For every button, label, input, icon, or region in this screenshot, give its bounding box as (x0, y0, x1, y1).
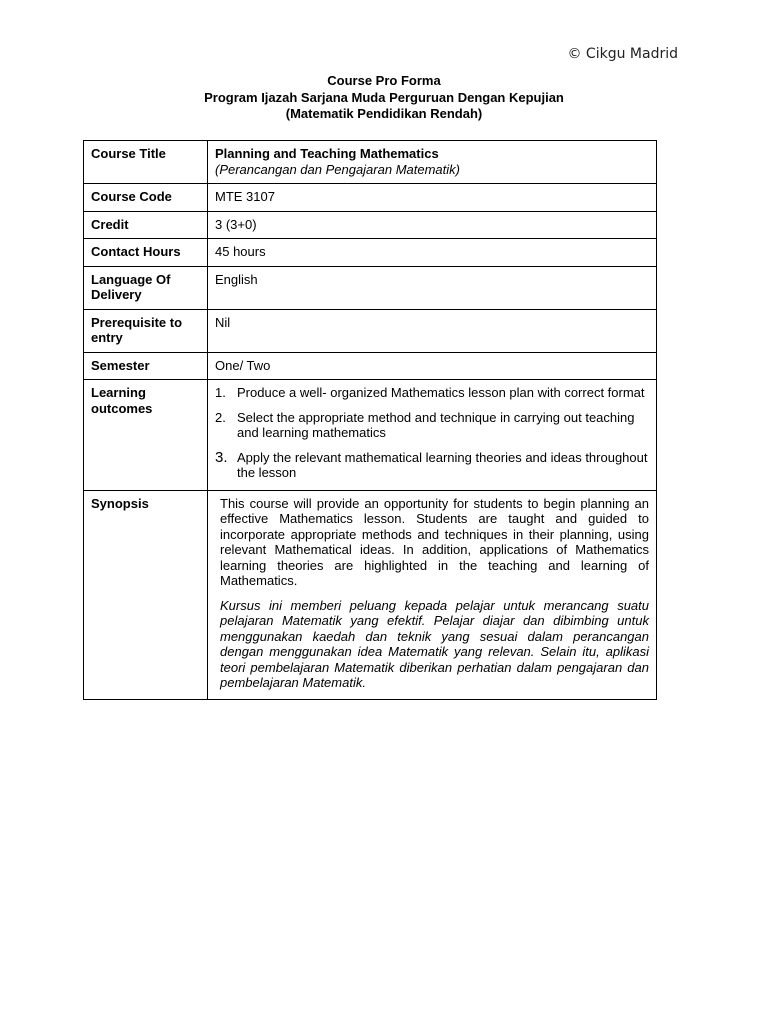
value-contact-hours: 45 hours (208, 239, 657, 267)
value-synopsis (208, 490, 657, 699)
header-title: Course Pro Forma (327, 73, 441, 88)
row-contact-hours (84, 239, 657, 267)
course-title-ms: (Perancangan dan Pengajaran Matematik) (215, 161, 460, 177)
outcome-text: Produce a well- organized Mathematics lesson plan with correct format (237, 385, 645, 400)
course-title-en: Planning and Teaching Mathematics (215, 146, 439, 161)
outcomes-list (215, 385, 650, 481)
outcome-number: 1. (215, 385, 226, 400)
row-prerequisite (84, 309, 657, 352)
value-language: English (208, 266, 657, 309)
list-item (215, 385, 650, 401)
row-synopsis (84, 490, 657, 699)
row-semester (84, 352, 657, 380)
value-learning-outcomes (208, 380, 657, 491)
value-credit: 3 (3+0) (208, 211, 657, 239)
list-item (215, 410, 650, 441)
label-course-code: Course Code (84, 184, 208, 212)
watermark: © Cikgu Madrid (567, 46, 678, 62)
row-course-code (84, 184, 657, 212)
row-language (84, 266, 657, 309)
course-proforma-table (83, 140, 657, 700)
label-prerequisite: Prerequisite to entry (84, 309, 208, 352)
label-course-title: Course Title (84, 141, 208, 184)
outcome-number: 3. (215, 448, 228, 466)
label-semester: Semester (84, 352, 208, 380)
header-program: Program Ijazah Sarjana Muda Perguruan Dengan Kepujian (204, 89, 564, 105)
value-course-code: MTE 3107 (208, 184, 657, 212)
row-credit (84, 211, 657, 239)
list-item (215, 450, 650, 481)
synopsis-english: This course will provide an opportunity for students to begin planning an effective Mathematics lesson. Students are taught and guided to incorporate appropriate methods and techniques in their planning, using relevant Mathematical ideas. In addition, applications of Mathematics learning theories are highlighted in the teaching and learning of Mathematics. (220, 495, 649, 588)
value-prerequisite: Nil (208, 309, 657, 352)
outcome-text: Select the appropriate method and technique in carrying out teaching and learning mathematics (237, 409, 635, 440)
label-language: Language Of Delivery (84, 266, 208, 309)
row-learning-outcomes (84, 380, 657, 491)
label-contact-hours: Contact Hours (84, 239, 208, 267)
document-header (0, 73, 768, 123)
row-course-title (84, 141, 657, 184)
label-credit: Credit (84, 211, 208, 239)
label-learning-outcomes: Learning outcomes (84, 380, 208, 491)
synopsis-malay: Kursus ini memberi peluang kepada pelajar untuk merancang suatu pelajaran Matematik yang efektif. Pelajar diajar dan dibimbing untuk menggunakan kaedah dan teknik yang sesuai dalam perancangan dengan menggunakan idea Matematik yang relevan. Selain itu, aplikasi teori pembelajaran Matematik diberikan perhatian dalam pengajaran dan pembelajaran Matematik. (220, 597, 649, 690)
label-synopsis: Synopsis (84, 490, 208, 699)
value-course-title (208, 141, 657, 184)
header-specialization: (Matematik Pendidikan Rendah) (285, 106, 483, 121)
outcome-number: 2. (215, 409, 226, 425)
outcome-text: Apply the relevant mathematical learning theories and ideas throughout the lesson (237, 449, 648, 480)
value-semester: One/ Two (208, 352, 657, 380)
